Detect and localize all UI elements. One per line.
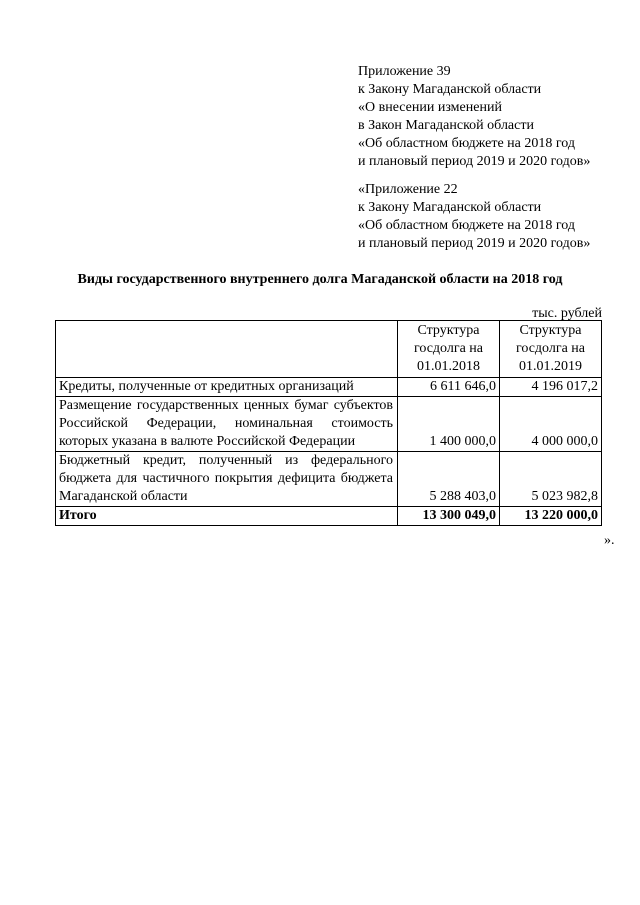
header-cell-2018: Структура госдолга на 01.01.2018 [398,321,500,378]
appendix-header-22 [358,181,590,253]
table-header-row [56,321,602,378]
table-row [56,397,602,452]
row-name: Размещение государственных ценных бумаг субъектов Российской Федерации, номинальная стоимость которых указана в валюте Российской Федерации [56,397,398,452]
table-total-row [56,507,602,526]
header-line: в Закон Магаданской области [358,118,534,133]
table-row [56,378,602,397]
table-row [56,452,602,507]
row-name: Кредиты, полученные от кредитных организаций [56,378,398,397]
row-value-2018: 5 288 403,0 [398,452,500,507]
header-cell-empty [56,321,398,378]
row-value-2018: 6 611 646,0 [398,378,500,397]
header-line: «Об областном бюджете на 2018 год [358,136,575,151]
header-line: и плановый период 2019 и 2020 годов» [358,236,591,251]
header-line: «О внесении изменений [358,100,502,115]
header-line: «Об областном бюджете на 2018 год [358,218,575,233]
header-cell-2019: Структура госдолга на 01.01.2019 [500,321,602,378]
closing-quote-mark: ». [604,533,615,548]
document-title: Виды государственного внутреннего долга Магаданской области на 2018 год [77,272,563,287]
header-line: к Закону Магаданской области [358,200,542,215]
row-value-2019: 4 000 000,0 [500,397,602,452]
row-value-2018: 1 400 000,0 [398,397,500,452]
row-name: Бюджетный кредит, полученный из федерального бюджета для частичного покрытия дефицита бюджета Магаданской области [56,452,398,507]
total-label: Итого [56,507,398,526]
header-line: «Приложение 22 [358,182,458,197]
row-value-2019: 5 023 982,8 [500,452,602,507]
row-value-2019: 4 196 017,2 [500,378,602,397]
units-label: тыс. рублей [532,306,602,321]
appendix-header-39 [358,63,590,171]
debt-table [55,320,602,526]
header-line: к Закону Магаданской области [358,82,542,97]
header-line: Приложение 39 [358,64,451,79]
total-value-2018: 13 300 049,0 [398,507,500,526]
header-line: и плановый период 2019 и 2020 годов» [358,154,591,169]
total-value-2019: 13 220 000,0 [500,507,602,526]
